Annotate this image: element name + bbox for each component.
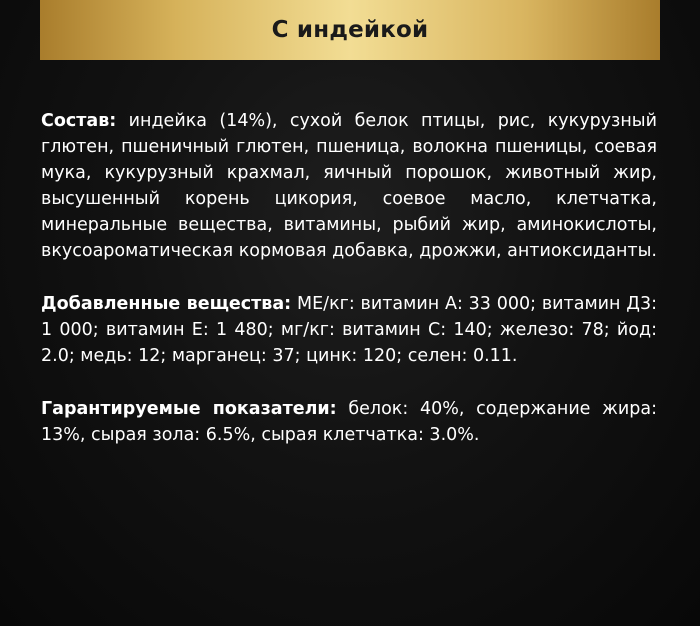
- guaranteed-values-text: белок: 40%, содержание жира: 13%, сырая зола: 6.5%, сырая клетчатка: 3.0%.: [41, 399, 657, 445]
- additives-paragraph: [41, 291, 657, 369]
- additives-text: МЕ/кг: витамин А: 33 000; витамин Д3: 1 000; витамин Е: 1 480; мг/кг: витамин С: 140; железо: 78; йод: 2.0; медь: 12; марганец: 37; цинк: 120; селен: 0.11.: [41, 294, 658, 366]
- composition-text: индейка (14%), сухой белок птицы, рис, кукурузный глютен, пшеничный глютен, пшеница, волокна пшеницы, соевая мука, кукурузный крахмал, яичный порошок, животный жир, высушенный корень цикория, соевое масло, клетчатка, минеральные вещества, витамины, рыбий жир, аминокислоты, вкусоароматическая кормовая добавка, дрожжи, антиоксиданты.: [41, 111, 657, 261]
- additives-label: Добавленные вещества:: [41, 294, 292, 314]
- composition-paragraph: [41, 108, 657, 264]
- description-content: [41, 108, 657, 475]
- page-title: С индейкой: [271, 17, 429, 43]
- composition-label: Состав:: [41, 111, 117, 131]
- title-banner: [40, 0, 660, 60]
- guaranteed-values-label: Гарантируемые показатели:: [41, 399, 337, 419]
- guaranteed-values-paragraph: [41, 396, 657, 448]
